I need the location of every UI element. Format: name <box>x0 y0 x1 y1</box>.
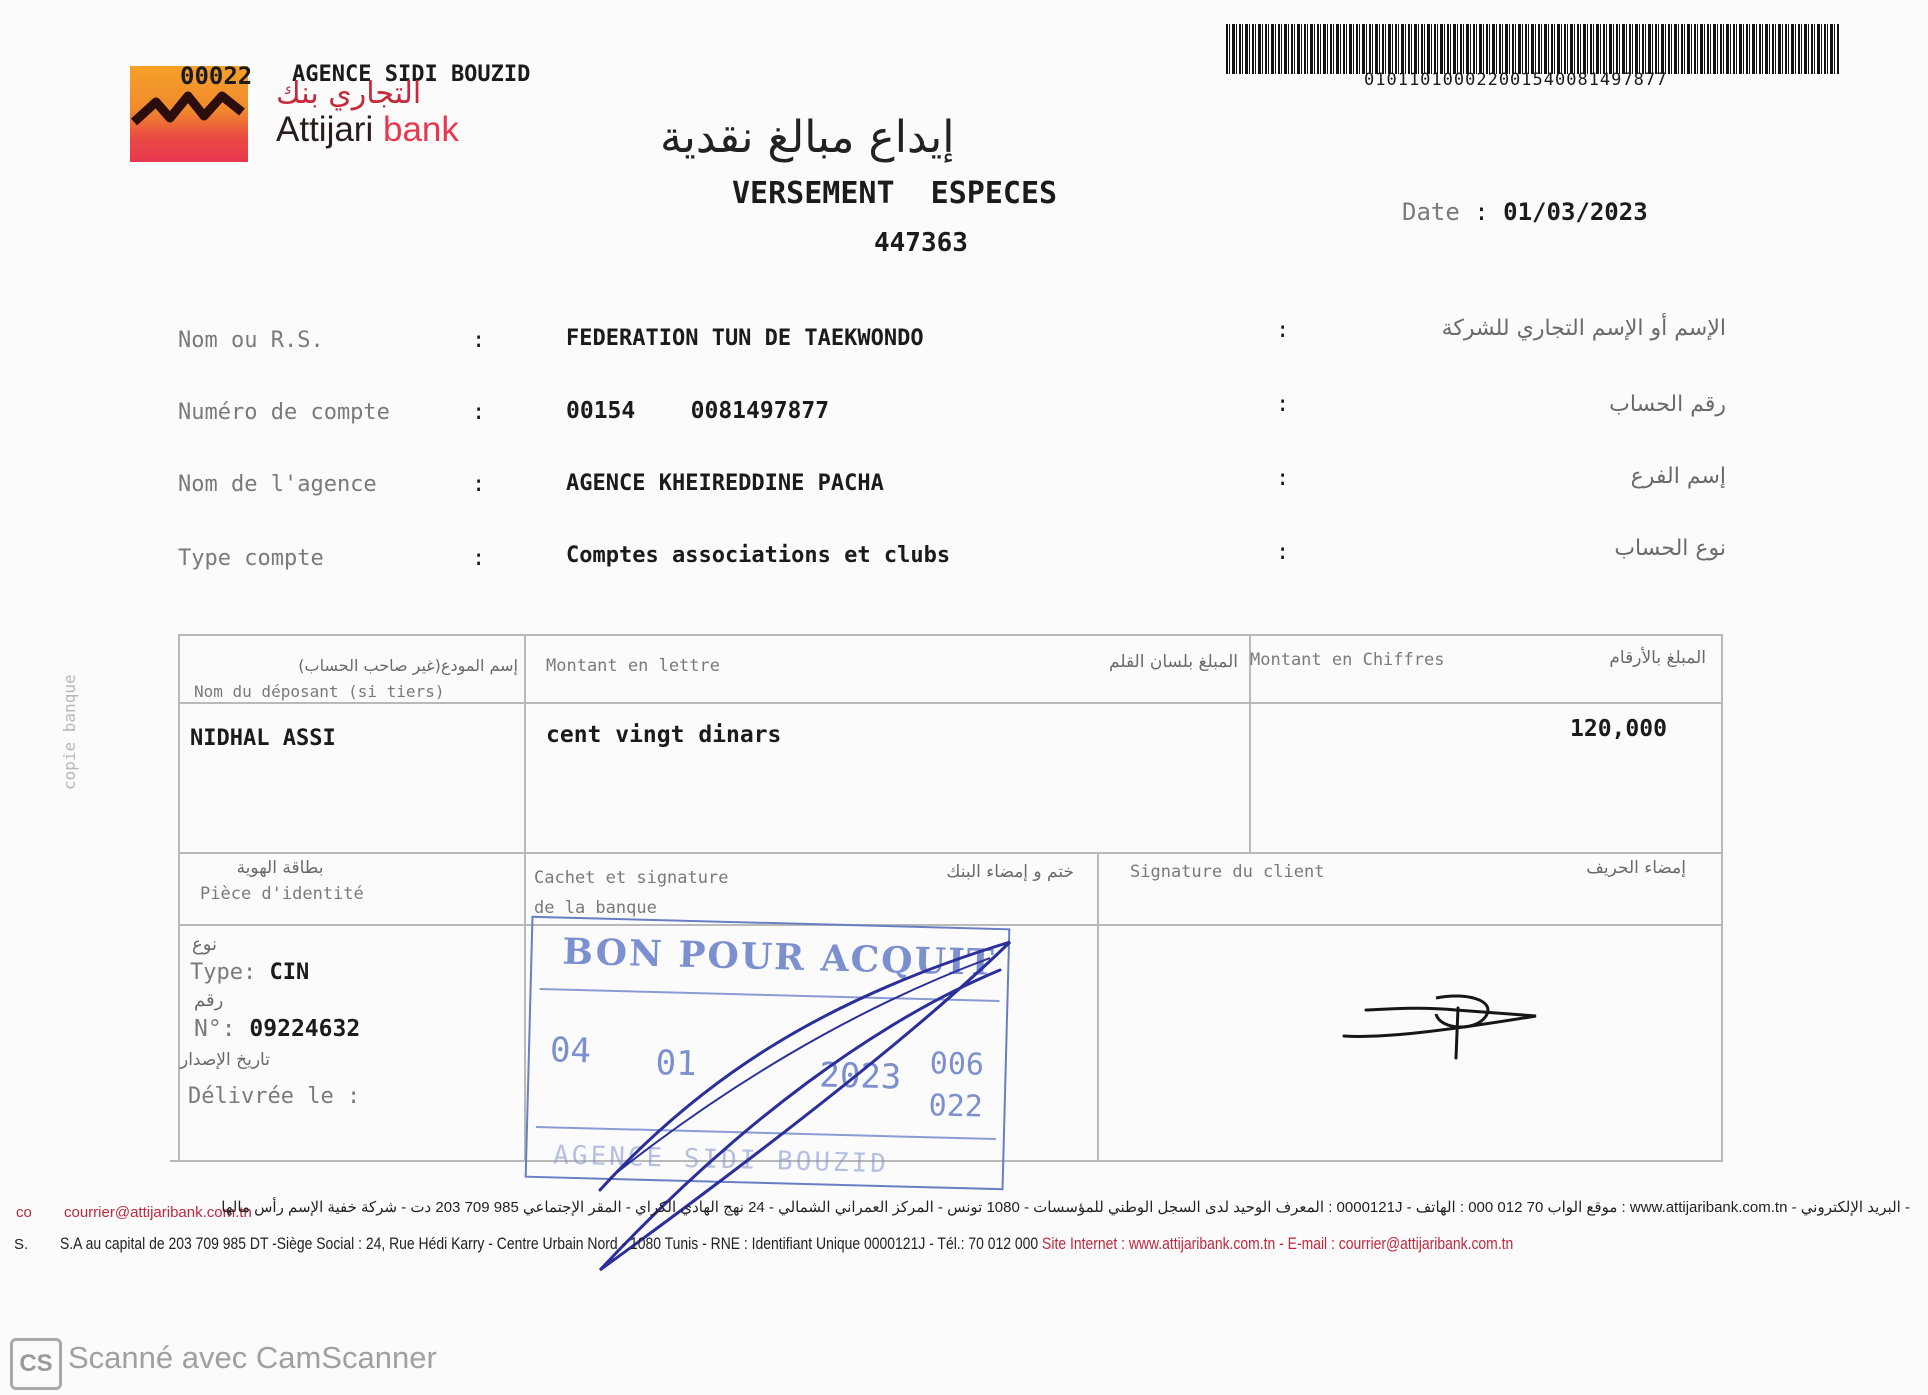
amount-words-label: Montant en lettre <box>546 656 720 676</box>
bank-signature-scribble <box>520 920 1040 1280</box>
id-number-label: N°: <box>194 1016 236 1042</box>
field-label-type-ar: نوع الحساب <box>1614 536 1726 561</box>
id-type <box>190 960 309 985</box>
date-field <box>1402 198 1648 226</box>
field-value-name: FEDERATION TUN DE TAEKWONDO <box>566 326 924 351</box>
stamp-title: BON POUR ACQUIT <box>562 930 997 984</box>
side-note: copie banque <box>60 674 79 790</box>
page-title: VERSEMENT ESPECES <box>732 176 1058 211</box>
footer-line-french <box>60 1234 1577 1254</box>
bank-signature-label-2: de la banque <box>534 898 657 918</box>
table-sig-divider <box>1097 852 1099 1160</box>
id-number <box>194 1016 360 1042</box>
field-value-account: 00154 0081497877 <box>566 398 830 424</box>
barcode-number: 0101101000220015400814978​77 <box>1364 70 1668 90</box>
colon-ar-4: : <box>1276 540 1290 565</box>
field-label-type: Type compte <box>178 546 324 571</box>
number-label-ar: رقم <box>194 990 224 1011</box>
id-type-label: Type: <box>190 960 257 985</box>
amount-figures-label: Montant en Chiffres <box>1250 650 1445 670</box>
bank-signature-label: Cachet et signature <box>534 868 729 888</box>
stamp-day: 04 <box>549 1030 592 1072</box>
client-signature-label: Signature du client <box>1130 862 1325 882</box>
agency-name: AGENCE SIDI BOUZID <box>292 62 531 87</box>
field-value-type: Comptes associations et clubs <box>566 543 951 568</box>
id-label-ar: بطاقة الهوية <box>236 858 324 878</box>
date-label: Date <box>1402 198 1460 226</box>
brand-arabic: التجاري بنك <box>276 76 422 111</box>
amount-words-label-ar: المبلغ بلسان القلم <box>1109 652 1238 672</box>
footer-line-arabic: - البريد الإلكتروني - www.attijaribank.com.tn : موقع الواب 70 012 000 : الهاتف - 0000121J : المعرف الوحيد لدى السجل الوطني للمؤسسات - 1080 تونس - المركز العمراني الشمالي - 24 نهج الهادي الكراي - المقر الإجتماعي 985 709 203 دت - شركة خفية الإسم رأس مالها <box>221 1199 1910 1216</box>
footer-s: S. <box>14 1236 29 1253</box>
footer-line2: S.A au capital de 203 709 985 DT -Siège Social : 24, Rue Hédi Karry - Centre Urbain Nord - 1080 Tunis - RNE : Identifiant Unique 0000121J - Tél.: 70 012 000 <box>60 1234 1043 1253</box>
colon-1: : <box>472 328 486 353</box>
table-border-top <box>178 634 1723 636</box>
colon-2: : <box>472 400 486 425</box>
type-label-ar: نوع <box>192 934 218 955</box>
stamp-year: 2023 <box>818 1055 902 1098</box>
amount-figures-value: 120,000 <box>1570 716 1667 742</box>
id-label: Pièce d'identité <box>200 884 364 904</box>
field-label-name: Nom ou R.S. <box>178 328 324 353</box>
depositor-label-ar: إسم المودع(غير صاحب الحساب) <box>298 656 518 675</box>
date-value: 01/03/2023 <box>1503 198 1648 226</box>
field-label-account: Numéro de compte <box>178 400 390 425</box>
date-colon: : <box>1474 198 1489 226</box>
colon-3: : <box>472 472 486 497</box>
stamp-bottom-text: AGENCE SIDI BOUZID <box>552 1140 890 1180</box>
field-label-account-ar: رقم الحساب <box>1609 392 1726 417</box>
brand-attijari: Attijari <box>276 110 374 149</box>
table-header-divider <box>178 702 1723 704</box>
camscanner-text: Scanné avec CamScanner <box>68 1340 437 1375</box>
stamp-month: 01 <box>655 1043 698 1085</box>
field-label-agency: Nom de l'agence <box>178 472 377 497</box>
id-number-value: 09224632 <box>249 1016 361 1042</box>
id-type-value: CIN <box>269 960 310 985</box>
field-value-agency: AGENCE KHEIREDDINE PACHA <box>566 471 884 496</box>
camscanner-icon: CS <box>10 1338 62 1390</box>
colon-4: : <box>472 546 486 571</box>
bank-signature-label-ar: ختم و إمضاء البنك <box>946 862 1074 882</box>
agency-code: 00022 <box>180 62 253 90</box>
footer-site: Site Internet : www.attijaribank.com.tn - E-mail : courrier@attijaribank.com.tn <box>1042 1234 1514 1253</box>
client-signature-label-ar: إمضاء الحريف <box>1586 858 1686 878</box>
amount-figures-label-ar: المبلغ بالأرقام <box>1609 648 1706 668</box>
brand-name <box>276 110 459 150</box>
client-signature <box>1336 986 1546 1066</box>
amount-words-value: cent vingt dinars <box>546 722 782 748</box>
colon-ar-1: : <box>1276 318 1290 343</box>
brand-bank: bank <box>382 110 459 149</box>
title-arabic: إيداع مبالغ نقدية <box>660 112 955 163</box>
issued-label-ar: تاريخ الإصدار <box>180 1050 270 1070</box>
depositor-label: Nom du déposant (si tiers) <box>194 682 445 701</box>
footer-co: co <box>16 1204 32 1221</box>
doc-number: 447363 <box>874 228 968 258</box>
stamp-code-1: 006 <box>929 1046 985 1083</box>
issued-label: Délivrée le : <box>188 1084 361 1109</box>
barcode <box>1226 24 1840 74</box>
field-label-name-ar: الإسم أو الإسم التجاري للشركة <box>1441 316 1726 341</box>
colon-ar-2: : <box>1276 392 1290 417</box>
footer-email: courrier@attijaribank.com.tn <box>64 1204 252 1221</box>
field-label-agency-ar: إسم الفرع <box>1630 464 1726 489</box>
stamp-code-2: 022 <box>928 1088 984 1125</box>
depositor-value: NIDHAL ASSI <box>190 726 336 751</box>
table-mid-divider <box>178 852 1723 854</box>
colon-ar-3: : <box>1276 466 1290 491</box>
table-border-right <box>1721 634 1723 1160</box>
table-border-left <box>178 634 180 1160</box>
